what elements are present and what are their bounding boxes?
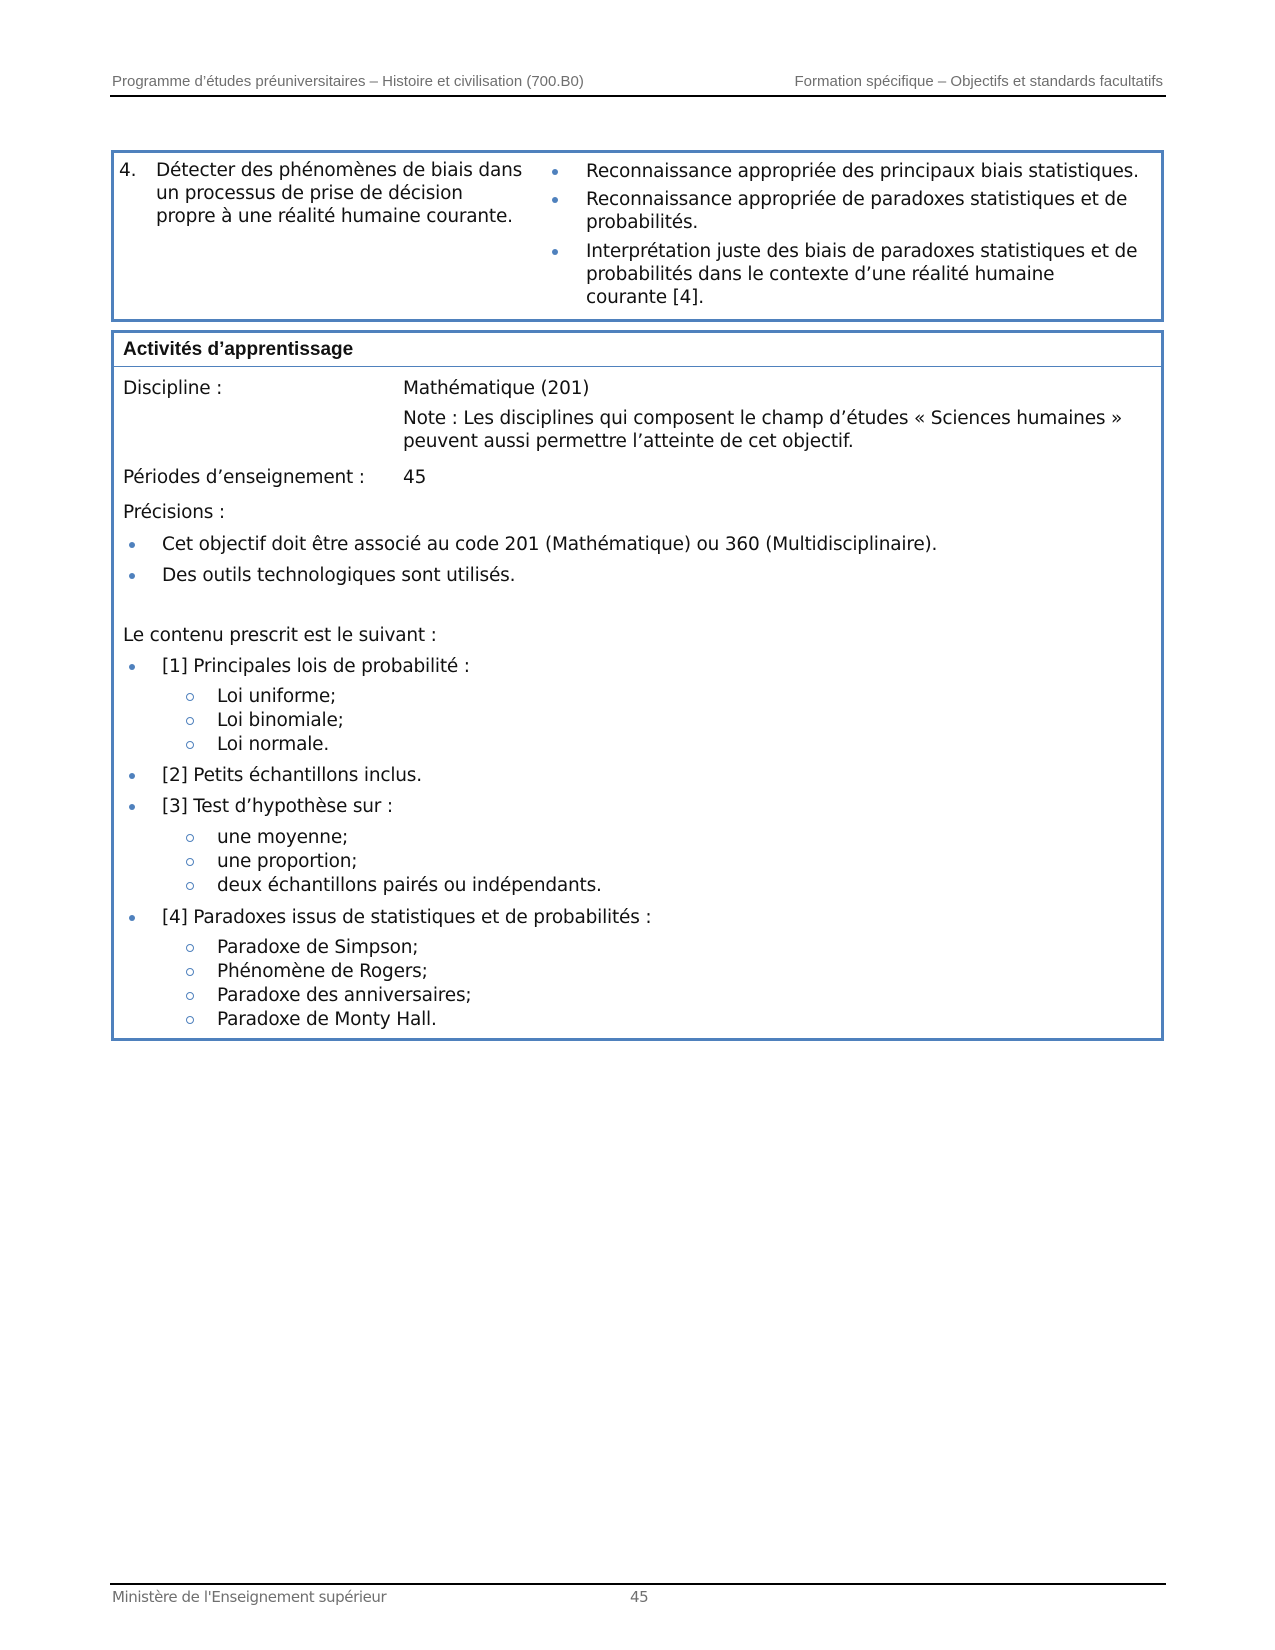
- page-header-left: Programme d’études préuniversitaires – Histoire et civilisation (700.B0): [112, 73, 584, 90]
- bullet-icon: [129, 542, 135, 548]
- note-line-2: peuvent aussi permettre l’atteinte de cet objectif.: [403, 431, 854, 452]
- content-3-sub-3: deux échantillons pairés ou indépendants.: [217, 875, 602, 896]
- footer-ministry: Ministère de l'Enseignement supérieur: [112, 1588, 387, 1606]
- precisions-label: Précisions :: [123, 502, 225, 523]
- sub-bullet-icon: [186, 1016, 194, 1024]
- bullet-icon: [552, 169, 558, 175]
- bullet-icon: [552, 197, 558, 203]
- standard-3-line-1: Interprétation juste des biais de paradoxes statistiques et de: [586, 241, 1138, 262]
- objective-line-1: Détecter des phénomènes de biais dans: [156, 160, 523, 181]
- bullet-icon: [129, 915, 135, 921]
- bullet-icon: [129, 804, 135, 810]
- activities-header: [114, 333, 1161, 367]
- periods-value: 45: [403, 467, 427, 488]
- note-line-1: Note : Les disciplines qui composent le champ d’études « Sciences humaines »: [403, 408, 1123, 429]
- content-1-sub-2: Loi binomiale;: [217, 710, 344, 731]
- content-1-sub-1: Loi uniforme;: [217, 686, 337, 707]
- discipline-value: Mathématique (201): [403, 378, 590, 399]
- content-item-4: [4] Paradoxes issus de statistiques et de probabilités :: [162, 907, 652, 928]
- sub-bullet-icon: [186, 741, 194, 749]
- page-header-right: Formation spécifique – Objectifs et standards facultatifs: [794, 73, 1163, 90]
- periods-label: Périodes d’enseignement :: [123, 467, 365, 488]
- standard-2-line-1: Reconnaissance appropriée de paradoxes statistiques et de: [586, 189, 1128, 210]
- content-item-2: [2] Petits échantillons inclus.: [162, 765, 422, 786]
- content-1-sub-3: Loi normale.: [217, 734, 330, 755]
- standard-3-line-2: probabilités dans le contexte d’une réalité humaine: [586, 264, 1055, 285]
- standard-2-line-2: probabilités.: [586, 212, 699, 233]
- content-4-sub-3: Paradoxe des anniversaires;: [217, 985, 472, 1006]
- page-number: 45: [630, 1588, 649, 1606]
- sub-bullet-icon: [186, 717, 194, 725]
- content-4-sub-2: Phénomène de Rogers;: [217, 961, 428, 982]
- bullet-icon: [129, 573, 135, 579]
- sub-bullet-icon: [186, 882, 194, 890]
- objective-number: 4.: [119, 160, 137, 181]
- footer-rule: [110, 1583, 1166, 1585]
- activities-title: Activités d’apprentissage: [123, 339, 354, 360]
- objective-box: [111, 150, 1164, 322]
- header-rule: [110, 95, 1166, 97]
- discipline-label: Discipline :: [123, 378, 223, 399]
- precision-item-2: Des outils technologiques sont utilisés.: [162, 565, 516, 586]
- sub-bullet-icon: [186, 992, 194, 1000]
- standard-3-line-3: courante [4].: [586, 287, 704, 308]
- sub-bullet-icon: [186, 834, 194, 842]
- objective-line-3: propre à une réalité humaine courante.: [156, 206, 513, 227]
- content-3-sub-2: une proportion;: [217, 851, 358, 872]
- sub-bullet-icon: [186, 944, 194, 952]
- objective-line-2: un processus de prise de décision: [156, 183, 463, 204]
- content-4-sub-1: Paradoxe de Simpson;: [217, 937, 419, 958]
- activities-box: [111, 330, 1164, 1041]
- bullet-icon: [552, 249, 558, 255]
- content-3-sub-1: une moyenne;: [217, 827, 349, 848]
- sub-bullet-icon: [186, 858, 194, 866]
- content-item-3: [3] Test d’hypothèse sur :: [162, 796, 393, 817]
- bullet-icon: [129, 664, 135, 670]
- sub-bullet-icon: [186, 693, 194, 701]
- precision-item-1: Cet objectif doit être associé au code 201 (Mathématique) ou 360 (Multidisciplinaire).: [162, 534, 938, 555]
- standard-1-line-1: Reconnaissance appropriée des principaux biais statistiques.: [586, 161, 1139, 182]
- content-4-sub-4: Paradoxe de Monty Hall.: [217, 1009, 437, 1030]
- content-intro: Le contenu prescrit est le suivant :: [123, 625, 437, 646]
- bullet-icon: [129, 773, 135, 779]
- sub-bullet-icon: [186, 968, 194, 976]
- content-item-1: [1] Principales lois de probabilité :: [162, 656, 470, 677]
